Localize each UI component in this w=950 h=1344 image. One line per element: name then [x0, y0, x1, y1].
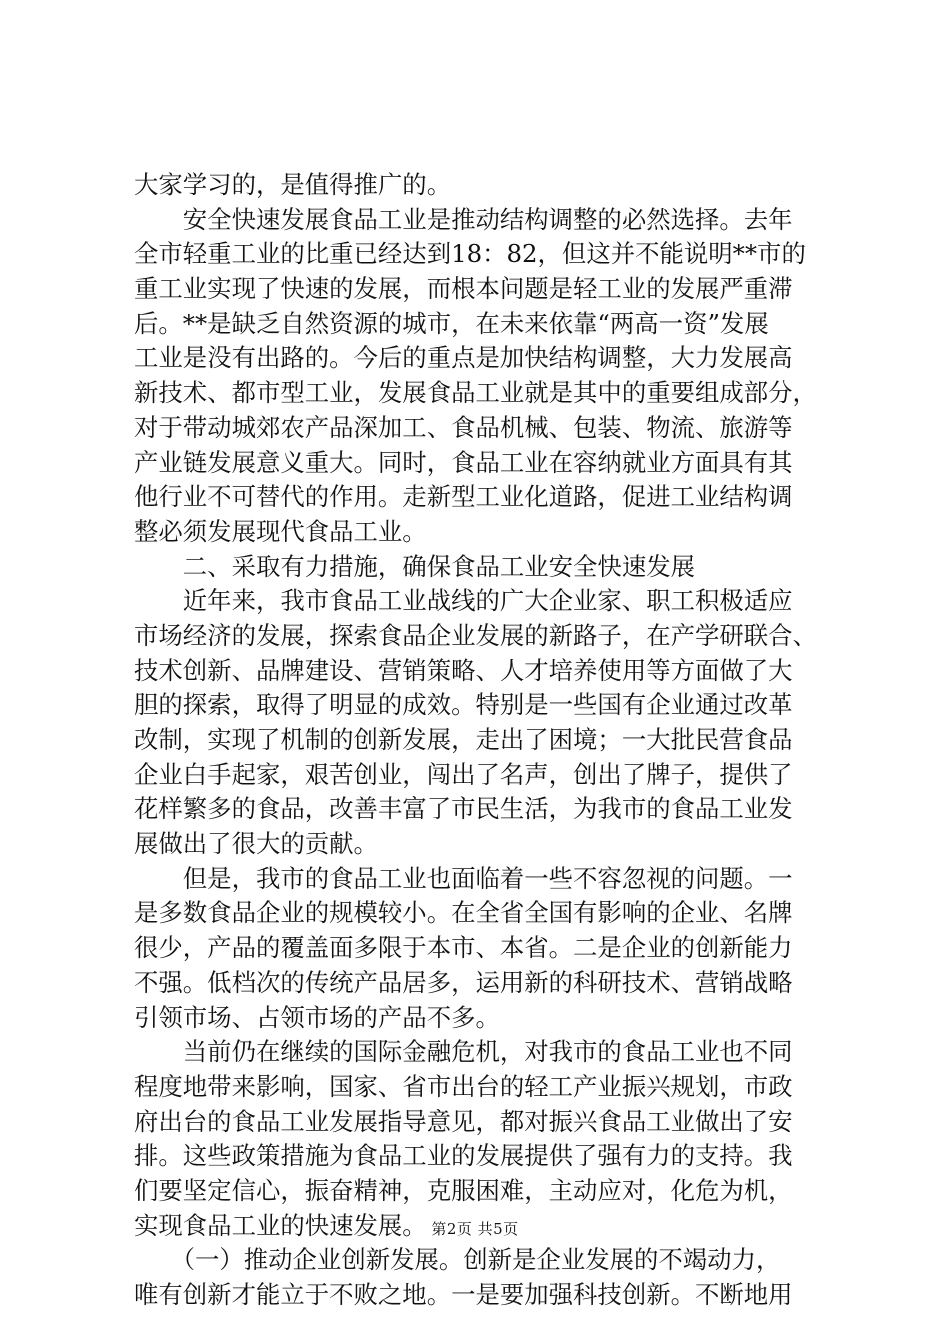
text-line: 新技术、都市型工业，发展食品工业就是其中的重要组成部分， [134, 378, 817, 408]
text-line: 是多数食品企业的规模较小。在全省全国有影响的企业、名牌 [134, 898, 793, 928]
text-line: 当前仍在继续的国际金融危机，对我市的食品工业也不同 [134, 1037, 793, 1067]
section-heading: 二、采取有力措施，确保食品工业安全快速发展 [134, 551, 695, 581]
text-line: 大家学习的，是值得推广的。 [134, 170, 452, 199]
text-line: 全市轻重工业的比重已经达到18：82，但这并不能说明**市的 [134, 239, 806, 269]
text-line: 胆的探索，取得了明显的成效。特别是一些国有企业通过改革 [134, 690, 793, 720]
page-number-footer: 第2页 共5页 [431, 1220, 519, 1238]
text-line: 对于带动城郊农产品深加工、食品机械、包装、物流、旅游等 [134, 412, 793, 442]
text-line: 改制，实现了机制的创新发展，走出了困境；一大批民营食品 [134, 725, 793, 754]
text-line: 后。**是缺乏自然资源的城市，在未来依靠“两高一资”发展 [134, 308, 769, 338]
text-line: 排。这些政策措施为食品工业的发展提供了强有力的支持。我 [134, 1141, 793, 1171]
text-line: 整必须发展现代食品工业。 [134, 516, 427, 546]
text-line: 技术创新、品牌建设、营销策略、人才培养使用等方面做了大 [134, 655, 793, 685]
text-line: 重工业实现了快速的发展，而根本问题是轻工业的发展严重滞 [134, 274, 793, 304]
text-line: 安全快速发展食品工业是推动结构调整的必然选择。去年 [134, 204, 793, 234]
text-line: 产业链发展意义重大。同时，食品工业在容纳就业方面具有其 [134, 447, 793, 477]
text-line: 但是，我市的食品工业也面临着一些不容忽视的问题。一 [134, 863, 793, 893]
text-line: 市场经济的发展，探索食品企业发展的新路子，在产学研联合、 [134, 620, 817, 650]
text-line: 企业白手起家，艰苦创业，闯出了名声，创出了牌子，提供了 [134, 759, 793, 789]
text-line: 花样繁多的食品，改善丰富了市民生活，为我市的食品工业发 [134, 794, 793, 824]
text-line: 府出台的食品工业发展指导意见，都对振兴食品工业做出了安 [134, 1106, 793, 1136]
text-line: 很少，产品的覆盖面多限于本市、本省。二是企业的创新能力 [134, 933, 793, 963]
text-line: 工业是没有出路的。今后的重点是加快结构调整，大力发展高 [134, 343, 793, 373]
text-line: 程度地带来影响，国家、省市出台的轻工产业振兴规划，市政 [134, 1071, 793, 1101]
text-line: 他行业不可替代的作用。走新型工业化道路，促进工业结构调 [134, 482, 793, 512]
body-text [134, 168, 828, 1313]
text-line: 们要坚定信心，振奋精神，克服困难，主动应对，化危为机， [134, 1175, 793, 1205]
text-line: 近年来，我市食品工业战线的广大企业家、职工积极适应 [134, 586, 793, 616]
text-line: 展做出了很大的贡献。 [134, 829, 378, 859]
text-line: 实现食品工业的快速发展。 [134, 1210, 427, 1240]
text-line: （一）推动企业创新发展。创新是企业发展的不竭动力， [134, 1245, 781, 1275]
text-line: 引领市场、占领市场的产品不多。 [134, 1002, 500, 1032]
text-line: 不强。低档次的传统产品居多，运用新的科研技术、营销战略 [134, 967, 793, 997]
text-line: 唯有创新才能立于不败之地。一是要加强科技创新。不断地用 [134, 1280, 793, 1309]
